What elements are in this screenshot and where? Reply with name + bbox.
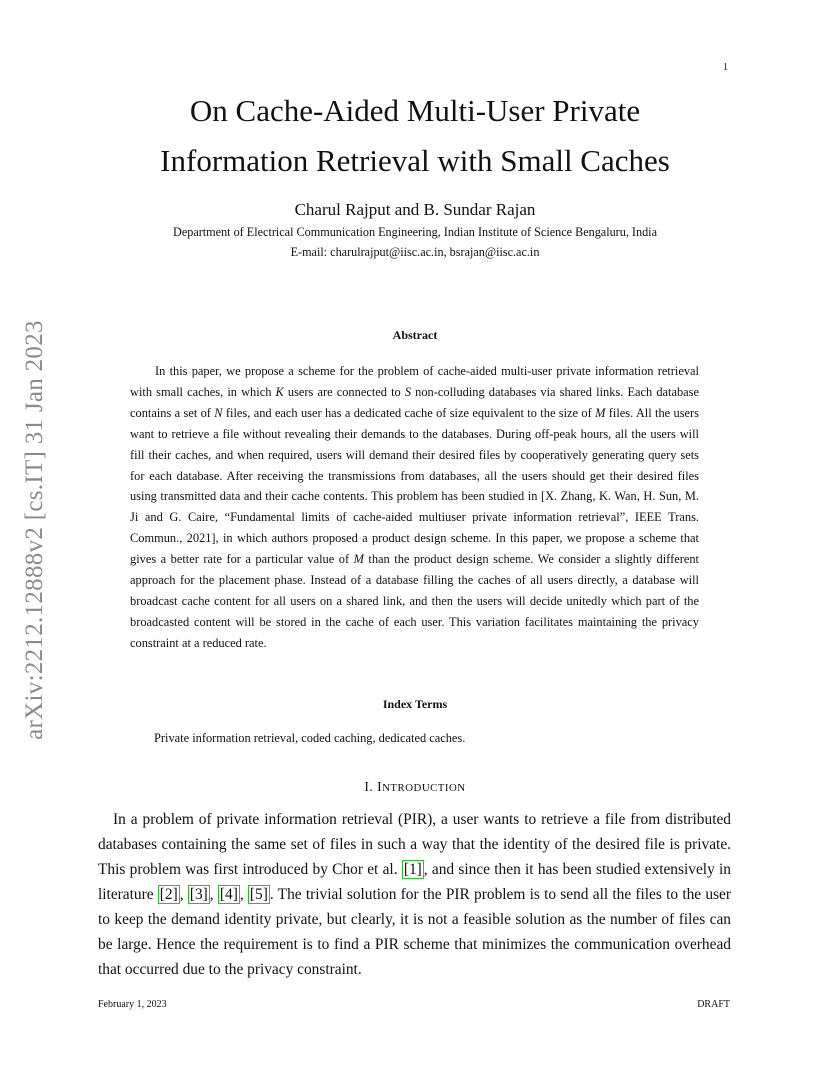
math-variable-m: M — [353, 552, 364, 567]
abstract-heading: Abstract — [392, 328, 438, 342]
authors: Charul Rajput and B. Sundar Rajan — [294, 200, 536, 219]
footer-date: February 1, 2023 — [98, 999, 167, 1010]
author-email: E-mail: charulrajput@iisc.ac.in, bsrajan@iisc.ac.in — [290, 245, 540, 259]
abstract-text-part: users are connected to — [283, 384, 405, 399]
math-variable-k: K — [275, 384, 284, 399]
page-number: 1 — [723, 62, 728, 73]
arxiv-identifier-stamp: arXiv:2212.12888v2 [cs.IT] 31 Jan 2023 — [21, 320, 48, 740]
citation-link[interactable]: [4] — [219, 886, 238, 903]
index-terms-heading: Index Terms — [382, 697, 448, 711]
section-numeral: I. — [364, 779, 378, 794]
intro-separator: , — [209, 886, 218, 903]
intro-text-part: . The trivial solution for the PIR problem is to send all the files to the user to keep the demand identity private, but clearly, it is not a feasible solution as the number of files can be large. Hence the requirement is to find a PIR scheme that minimizes the communication overhead that occurred due to the privacy constraint. — [98, 886, 731, 978]
section-title-initial: I — [377, 779, 383, 794]
introduction-paragraph — [98, 807, 731, 982]
abstract-text-part: non-colluding databases via shared links. Each database contains a set of — [130, 384, 699, 420]
intro-separator: , — [179, 886, 188, 903]
math-variable-s: S — [404, 384, 412, 399]
intro-separator: , — [239, 886, 248, 903]
abstract-text-part: files, and each user has a dedicated cache of size equivalent to the size of — [222, 405, 596, 420]
affiliation: Department of Electrical Communication Engineering, Indian Institute of Science Bengaluru, India — [173, 225, 657, 239]
math-variable-m: M — [595, 405, 606, 420]
title-line-1: On Cache-Aided Multi-User Private — [189, 93, 641, 128]
citation-link[interactable]: [5] — [249, 886, 268, 903]
abstract-text-part: files. All the users want to retrieve a file without revealing their demands to the databases. During off-peak hours, all the users will fill their caches, and when required, users will demand their desired files by cooperatively generating query sets for each database. After receiving the transmissions from databases, all the users should get their desired files using transmitted data and their cache contents. This problem has been studied in [X. Zhang, K. Wan, H. Sun, M. Ji and G. Caire, “Fundamental limits of cache-aided multiuser private information retrieval”, IEEE Trans. Commun., 2021], in which authors proposed a product design scheme. In this paper, we propose a scheme that gives a better rate for a particular value of — [130, 405, 699, 567]
abstract-text-part: In this paper, we propose a scheme for the problem of cache-aided multi-user private information retrieval with small caches, in which — [130, 364, 699, 399]
section-heading-introduction — [100, 779, 730, 795]
citation-link[interactable]: [2] — [159, 886, 178, 903]
footer-draft-label: DRAFT — [697, 999, 730, 1010]
paper-title — [100, 86, 730, 186]
abstract-text — [130, 361, 699, 654]
intro-text-part: In a problem of private information retrieval (PIR), a user wants to retrieve a file from distributed databases containing the same set of files in such a way that the identity of the desired file is private. This problem was first introduced by Chor et al. — [98, 811, 731, 878]
intro-text-part: , and since then it has been studied extensively in literature — [98, 861, 732, 903]
citation-link[interactable]: [3] — [189, 886, 208, 903]
section-title-rest: NTRODUCTION — [382, 782, 466, 794]
index-terms-text: Private information retrieval, coded caching, dedicated caches. — [154, 731, 466, 745]
math-variable-n: N — [214, 405, 223, 420]
citation-link[interactable]: [1] — [403, 861, 422, 878]
title-line-2: Information Retrieval with Small Caches — [160, 143, 670, 178]
abstract-text-part: than the product design scheme. We consider a slightly different approach for the placement phase. Instead of a database filling the caches of all users directly, a database will broadcast cache content for all users on a shared link, and then the users will decide unitedly which part of the broadcasted content will be stored in the cache of each user. This variation facilitates maintaining the privacy constraint at a reduced rate. — [130, 552, 699, 650]
